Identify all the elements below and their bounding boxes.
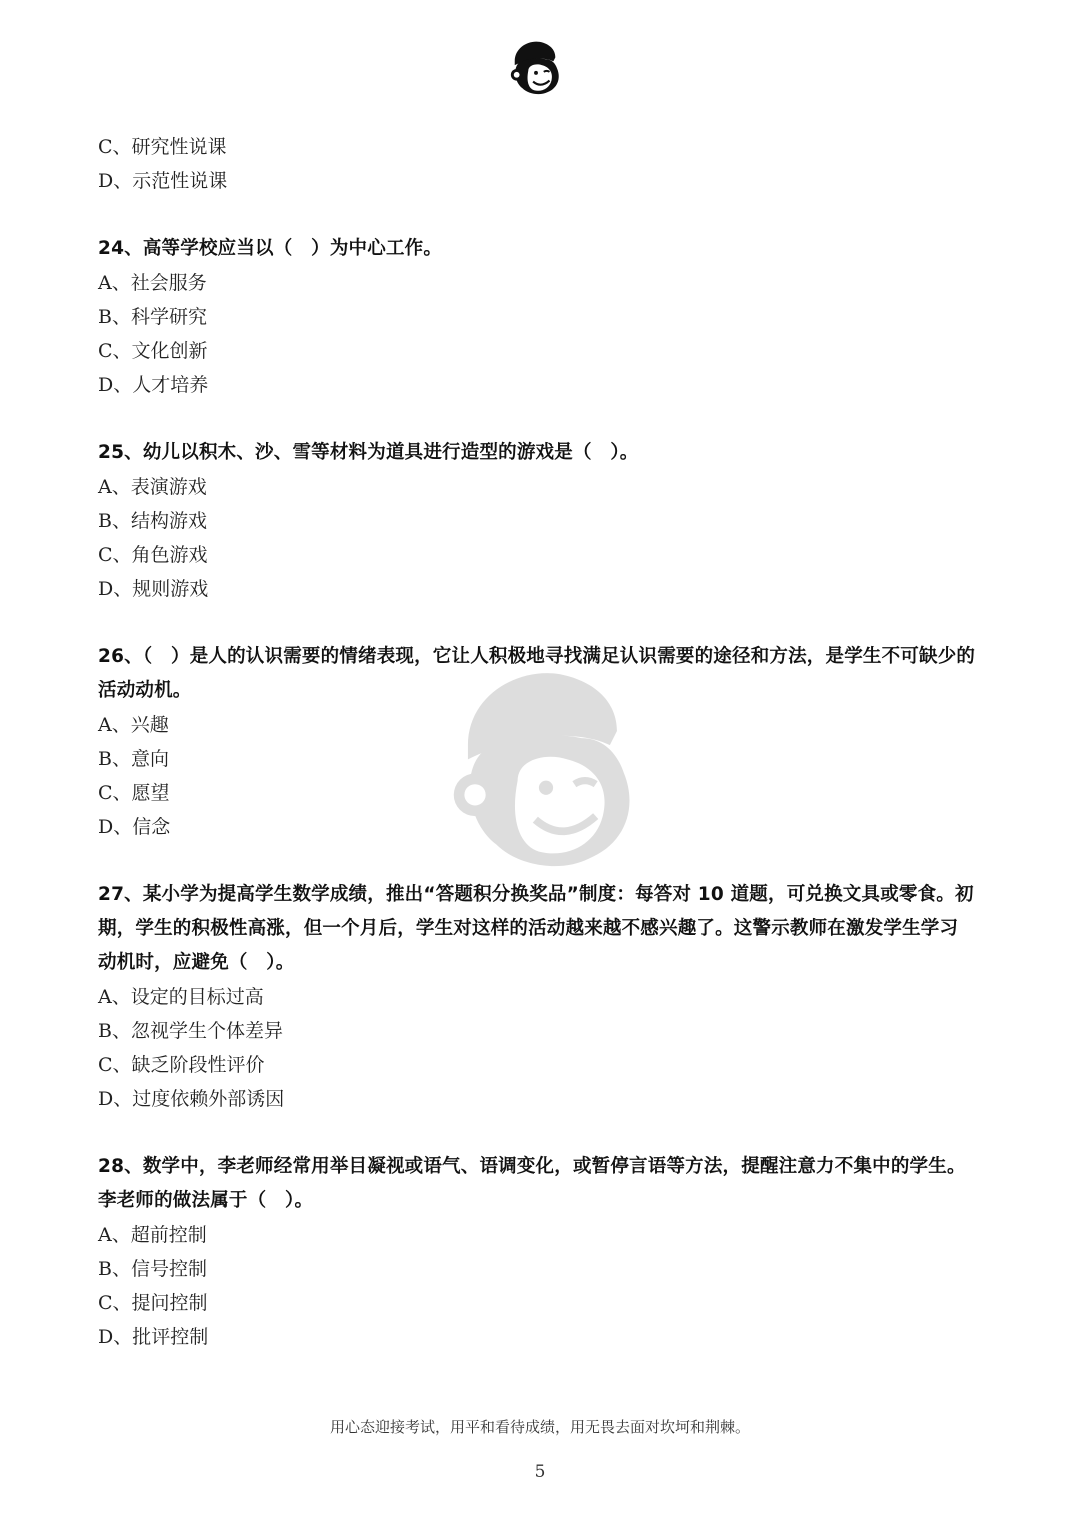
- question-stem-line: 李老师的做法属于（ ）。: [98, 1190, 314, 1211]
- question-stem: 24、高等学校应当以（ ）为中心工作。: [98, 238, 443, 259]
- question-list: [98, 130, 998, 1354]
- option-a: A、表演游戏: [98, 476, 207, 498]
- option-a: A、社会服务: [98, 272, 207, 294]
- option-b: B、结构游戏: [98, 510, 207, 532]
- question-stem-line: 期，学生的积极性高涨，但一个月后，学生对这样的活动越来越不感兴趣了。这警示教师在激发学生学习: [98, 918, 959, 939]
- question-27: [98, 878, 998, 1116]
- option-c: C、缺乏阶段性评价: [98, 1054, 265, 1076]
- option-b: B、信号控制: [98, 1258, 207, 1280]
- question-stem-line: 活动动机。: [98, 680, 192, 701]
- question-stem-line: 27、某小学为提高学生数学成绩，推出“答题积分换奖品”制度：每答对 10 道题，可兑换文具或零食。初: [98, 884, 974, 905]
- option-b: B、科学研究: [98, 306, 207, 328]
- option-b: B、意向: [98, 748, 169, 770]
- question-28: [98, 1150, 998, 1354]
- option: C、研究性说课: [98, 136, 227, 158]
- page-number: 5: [534, 1462, 546, 1482]
- option-a: A、兴趣: [98, 714, 169, 736]
- question-stem-line: 26、（ ）是人的认识需要的情绪表现，它让人积极地寻找满足认识需要的途径和方法，是学生不可缺少的: [98, 646, 976, 667]
- question-26: [98, 640, 998, 844]
- option-d: D、批评控制: [98, 1326, 209, 1348]
- option-c: C、文化创新: [98, 340, 208, 362]
- option-d: D、人才培养: [98, 374, 209, 396]
- question-24: [98, 232, 998, 402]
- monkey-mascot-icon: [507, 38, 565, 98]
- option-c: C、角色游戏: [98, 544, 208, 566]
- question-stem: 25、幼儿以积木、沙、雪等材料为道具进行造型的游戏是（ ）。: [98, 442, 639, 463]
- footer-motto: 用心态迎接考试，用平和看待成绩，用无畏去面对坎坷和荆棘。: [329, 1418, 750, 1436]
- question-25: [98, 436, 998, 606]
- option-d: D、过度依赖外部诱因: [98, 1088, 285, 1110]
- option-c: C、提问控制: [98, 1292, 208, 1314]
- option-a: A、超前控制: [98, 1224, 207, 1246]
- question-stem-line: 28、数学中，李老师经常用举目凝视或语气、语调变化，或暂停言语等方法，提醒注意力不集中的学生。: [98, 1156, 966, 1177]
- question-stem-line: 动机时，应避免（ ）。: [98, 952, 295, 973]
- option-d: D、规则游戏: [98, 578, 209, 600]
- option-a: A、设定的目标过高: [98, 986, 264, 1008]
- option-b: B、忽视学生个体差异: [98, 1020, 283, 1042]
- carry-over-options: [98, 130, 998, 198]
- option: D、示范性说课: [98, 170, 228, 192]
- option-c: C、愿望: [98, 782, 170, 804]
- option-d: D、信念: [98, 816, 171, 838]
